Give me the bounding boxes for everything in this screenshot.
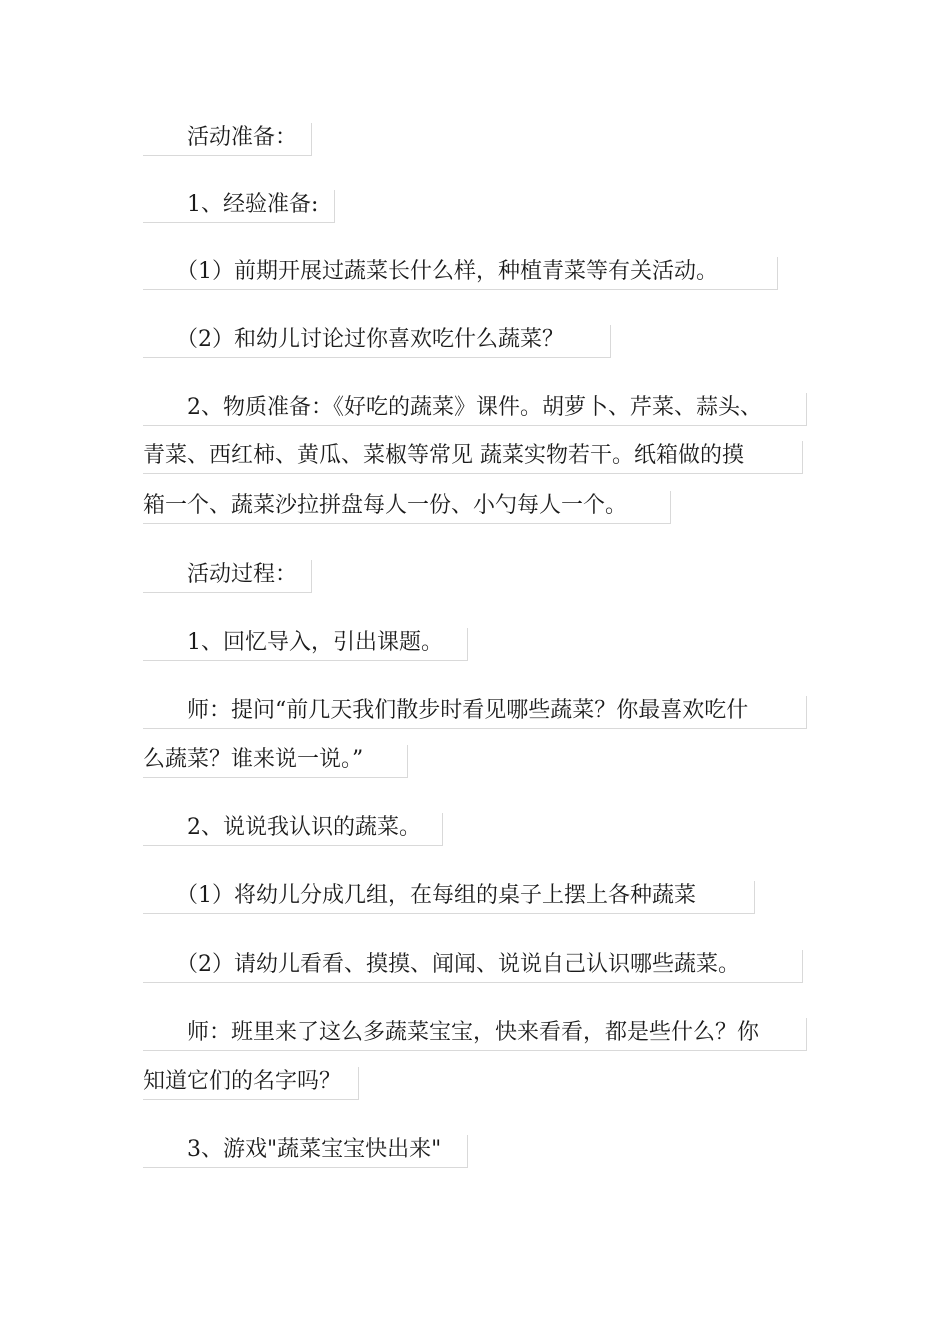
paragraph-line: （2）请幼儿看看、摸摸、闻闻、说说自己认识哪些蔬菜。 [143, 950, 803, 983]
paragraph-line: 师：班里来了这么多蔬菜宝宝，快来看看，都是些什么？你 [143, 1018, 807, 1051]
paragraph-line: 2、物质准备：《好吃的蔬菜》课件。胡萝卜、芹菜、蒜头、 [143, 393, 807, 426]
paragraph-line: 师：提问“前几天我们散步时看见哪些蔬菜？你最喜欢吃什 [143, 696, 807, 729]
heading-activity-process: 活动过程： [143, 560, 312, 593]
paragraph-line: 么蔬菜？谁来说一说。” [143, 745, 408, 778]
subheading-vegetables-i-know: 2、说说我认识的蔬菜。 [143, 813, 443, 846]
subheading-experience-preparation: 1、经验准备: [143, 190, 335, 223]
subheading-recall-introduction: 1、回忆导入，引出课题。 [143, 628, 468, 661]
paragraph-line: 青菜、西红柿、黄瓜、菜椒等常见 蔬菜实物若干。纸箱做的摸 [143, 441, 803, 474]
paragraph-line: （2）和幼儿讨论过你喜欢吃什么蔬菜？ [143, 325, 611, 358]
paragraph-line: （1）将幼儿分成几组，在每组的桌子上摆上各种蔬菜 [143, 881, 755, 914]
subheading-vegetable-game: 3、游戏"蔬菜宝宝快出来" [143, 1135, 468, 1168]
paragraph-line: 箱一个、蔬菜沙拉拼盘每人一份、小勺每人一个。 [143, 491, 671, 524]
paragraph-line: （1）前期开展过蔬菜长什么样，种植青菜等有关活动。 [143, 257, 778, 290]
paragraph-line: 知道它们的名字吗？ [143, 1067, 359, 1100]
heading-activity-preparation: 活动准备： [143, 123, 312, 156]
